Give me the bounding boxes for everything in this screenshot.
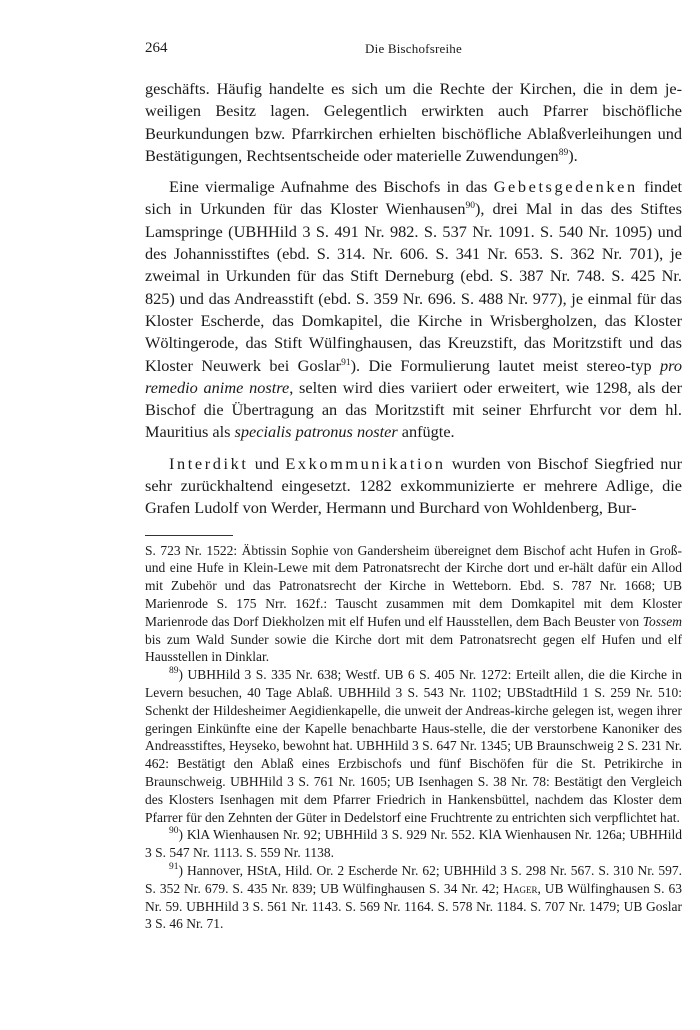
footnote-ref-91: 91 — [341, 357, 351, 368]
footnote-90: $^{90}$) KlA Wienhausen Nr. 92; UBHHild 3 S. 929 Nr. 552. KlA Wienhausen Nr. 126a; UBHHild 3 S. 547 Nr. 1113. S. 559 Nr. 1138. — [145, 826, 682, 861]
running-title: Die Bischofsreihe — [365, 41, 462, 56]
footnote-91: $^{91}$) Hannover, HStA, Hild. Or. 2 Escherde Nr. 62; UBHHild 3 S. 298 Nr. 567. S. 310 Nr. 597. S. 352 Nr. 679. S. 435 Nr. 839; UB Wülfinghausen S. 34 Nr. 42; Hager, UB Wülfinghausen S. 63 Nr. 59. UBHHild 3 S. 561 Nr. 1143. S. 569 Nr. 1164. S. 578 Nr. 1184. S. 707 Nr. 1479; UB Goslar 3 S. 46 Nr. 71. — [145, 861, 682, 932]
paragraph-2: Eine viermalige Aufnahme des Bischofs in das Gebetsgedenken findet sich in Urkunden für das Kloster Wienhausen$^{90}$), drei Mal in das des Stiftes Lamspringe (UBHHild 3 S. 491 Nr. 982. S. 537 Nr. 1091. S. 540 Nr. 1095) und des Johannisstiftes (ebd. S. 314. Nr. 606. S. 341 Nr. 653. S. 362 Nr. 701), je zweimal in Urkunden für das Stift Derneburg (ebd. S. 387 Nr. 748. S. 425 Nr. 825) und das Andreasstift (ebd. S. 359 Nr. 696. S. 488 Nr. 977), je einmal für das Kloster Escherde, das Domkapitel, die Kirche in Wrisbergholzen, das Kloster Wöltingerode, das Stift Wülfinghausen, das Kreuzstift, das Moritzstift und das Kloster Neuwerk bei Goslar$^{91}$). Die Formulierung lautet meist stereo-typ pro remedio anime nostre, selten wird dies variiert oder erweitert, wie 1298, als der Bischof die Übertragung an das Moritzstift mit seiner Ehrfurcht vor dem hl. Mauritius als specialis patronus noster anfügte. — [145, 177, 683, 442]
paragraph-1: geschäfts. Häufig handelte es sich um die Rechte der Kirchen, die in dem je-weiligen Besitz lagen. Gelegentlich erwirkten auch Pfarrer bischöfliche Beurkundungen bzw. Pfarrkirchen erhielten bischöfliche Ablaßverleihungen und Bestätigungen, Rechtsentscheide oder materielle Zuwendungen$^{89}$). — [145, 79, 682, 165]
footnotes — [145, 542, 682, 934]
spaced-term-gebetsgedenken: Gebetsgedenken — [493, 177, 638, 197]
latin-phrase: specialis patronus noster — [234, 422, 398, 442]
footnote-ref-89: 89 — [558, 147, 569, 158]
book-page — [145, 40, 682, 933]
spaced-term-interdikt: Interdikt — [169, 453, 249, 473]
paragraph-3: Interdikt und Exkommunikation wurden von Bischof Siegfried nur sehr zurückhaltend eingesetzt. 1282 exkommunizierte er mehrere Adlige, die Grafen Ludolf von Werder, Hermann und Burchard von Wohldenberg, Bur- — [145, 453, 682, 518]
page-header — [145, 40, 682, 64]
main-text — [145, 78, 682, 520]
spaced-term-exkommunikation: Exkommunikation — [285, 453, 446, 473]
footnote-ref-90: 90 — [465, 201, 475, 212]
footnote-continuation: S. 723 Nr. 1522: Äbtissin Sophie von Gandersheim übereignet dem Bischof acht Hufen in Groß- und eine Hufe in Klein-Lewe mit dem Patronatsrecht der Kirche dort und er-hält dafür ein Allod mit Zubehör und das Patronatsrecht der Kirche in Wetteborn. Ebd. S. 787 Nr. 1668; UB Marienrode S. 175 Nrr. 162f.: Tauscht zusammen mit dem Domkapitel mit dem Kloster Marienrode das Dorf Diekholzen mit elf Hufen und elf Hausstellen, dem Bach Beuster von Tossem bis zum Wald Sunder sowie die Kirche dort mit dem Patronatsrecht gegen elf Hufen und elf Hausstellen in Dinklar. — [145, 542, 682, 665]
page-number: 264 — [145, 40, 168, 56]
footnote-separator — [145, 535, 233, 536]
latin-phrase: pro remedio anime nostre — [145, 355, 683, 397]
footnote-89: $^{89}$) UBHHild 3 S. 335 Nr. 638; Westf. UB 6 S. 405 Nr. 1272: Erteilt allen, die die Kirche in Levern besuchen, 40 Tage Ablaß. UBHHild 3 S. 543 Nr. 1102; UBStadtHild 1 S. 259 Nr. 510: Schenkt der Hildesheimer Aegidienkapelle, die unweit der Andreas-kirche gelegen ist, wegen ihrer geringen Einkünfte eine der Kapelle benachbarte Haus-stelle, die der verstorbene Kanoniker des Andreasstiftes, Heyseko, bewohnt hat. UBHHild 3 S. 647 Nr. 1345; UB Braunschweig 2 S. 231 Nr. 462: Bestätigt den Ablaß eines Erzbischofs und fünf Bischöfen für die St. Petrikirche in Braunschweig. UBHHild 3 S. 761 Nr. 1605; UB Isenhagen S. 38 Nr. 78: Bestätigt den Vergleich des Klosters Isenhagen mit dem Pfarrer Friedrich in Hankensbüttel, nachdem das Kloster dem Pfarrer für den Zehnten der Güter in Dedelstorf eine Fruchtrente zu entrichten sich verpflichtet hat. — [145, 666, 682, 825]
